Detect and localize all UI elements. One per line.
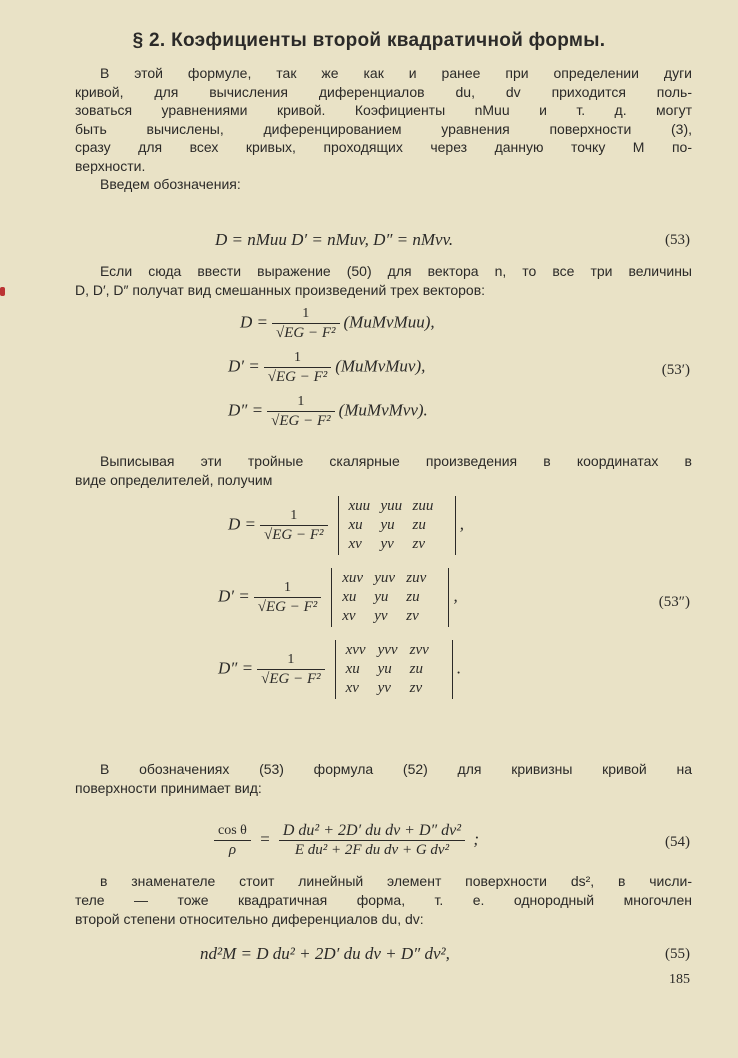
text-line: D, D′, D″ получат вид смешанных произведений трех векторов: — [75, 282, 486, 298]
determinant-row: D = $\frac{1}{\text{√EG − F²}}$ xuu yuu zuu xu yu zu xv yv zv , — [228, 496, 464, 555]
text-line: кривой, для вычисления диференциалов du, dv приходится поль- — [75, 83, 692, 100]
determinant-row: D′ = $\frac{1}{\text{√EG − F²}}$ xuv yuv zuv xu yu zu xv yv zv , — [218, 568, 458, 627]
text-line: Выписывая эти тройные скалярные произведения в координатах в — [100, 453, 692, 469]
page-number: 185 — [669, 972, 690, 987]
equation-row: D″ = $\frac{1}{\text{√EG − F²}}$ (MuMvMvv). — [228, 394, 428, 429]
text-line: теле — тоже квадратичная форма, т. е. однородный многочлен — [75, 892, 692, 908]
text-line: В обозначениях (53) формула (52) для кривизны кривой на — [100, 761, 692, 777]
section-title: § 2. Коэфициенты второй квадратичной формы. — [132, 30, 606, 51]
equation-55: nd²M = D du² + 2D′ du dv + D″ dv², — [200, 944, 450, 963]
text-line: сразу для всех кривых, проходящих через данную точку M по- — [75, 139, 692, 155]
determinant-row: D″ = $\frac{1}{\text{√EG − F²}}$ xvv yvv zvv xu yu zu xv yv zv . — [218, 640, 461, 699]
determinant: xuu yuu zuu xu yu zu xv yv zv — [338, 496, 456, 555]
text-line: зоваться уравнениями кривой. Коэфициенты nMuu и т. д. могут — [75, 102, 692, 118]
equation-53: D = nMuu D′ = nMuv, D″ = nMvv. — [215, 230, 454, 249]
equation-label-53-double-prime: (53″) — [658, 594, 690, 610]
text-line: второй степени относительно диференциалов du, dv: — [75, 911, 424, 927]
determinant: xvv yvv zvv xu yu zu xv yv zv — [335, 640, 453, 699]
equation-label-55: (55) — [665, 946, 690, 962]
text-line: поверхности принимает вид: — [75, 780, 262, 796]
equation-54: $\frac{\text{cos θ}}{\rho}$ = $\frac{\text{D du² + 2D′ du dv + D″ dv²}}{\text{E du² + 2F du dv + G dv²}}$ ; — [210, 822, 479, 859]
text-line: в знаменателе стоит линейный элемент поверхности ds², в числи- — [100, 873, 692, 889]
equation-label-53: (53) — [665, 232, 690, 248]
determinant: xuv yuv zuv xu yu zu xv yv zv — [331, 568, 449, 627]
intro-text: Введем обозначения: — [100, 176, 241, 192]
text-line: В этой формуле, так же как и ранее при определении дуги — [100, 65, 692, 81]
text-line: виде определителей, получим — [75, 472, 273, 488]
equation-row: D = $\frac{1}{\text{√EG − F²}}$ (MuMvMuu), — [240, 306, 435, 341]
equation-label-53-prime: (53′) — [661, 362, 690, 378]
text-line: верхности. — [75, 157, 146, 174]
text-line: быть вычислены, диференцированием уравнения поверхности (3), — [75, 120, 692, 137]
equation-label-54: (54) — [665, 834, 690, 850]
scan-mark — [0, 287, 5, 296]
equation-row: D′ = $\frac{1}{\text{√EG − F²}}$ (MuMvMuv), — [228, 350, 426, 385]
text-line: Если сюда ввести выражение (50) для вектора n, то все три величины — [100, 263, 692, 279]
